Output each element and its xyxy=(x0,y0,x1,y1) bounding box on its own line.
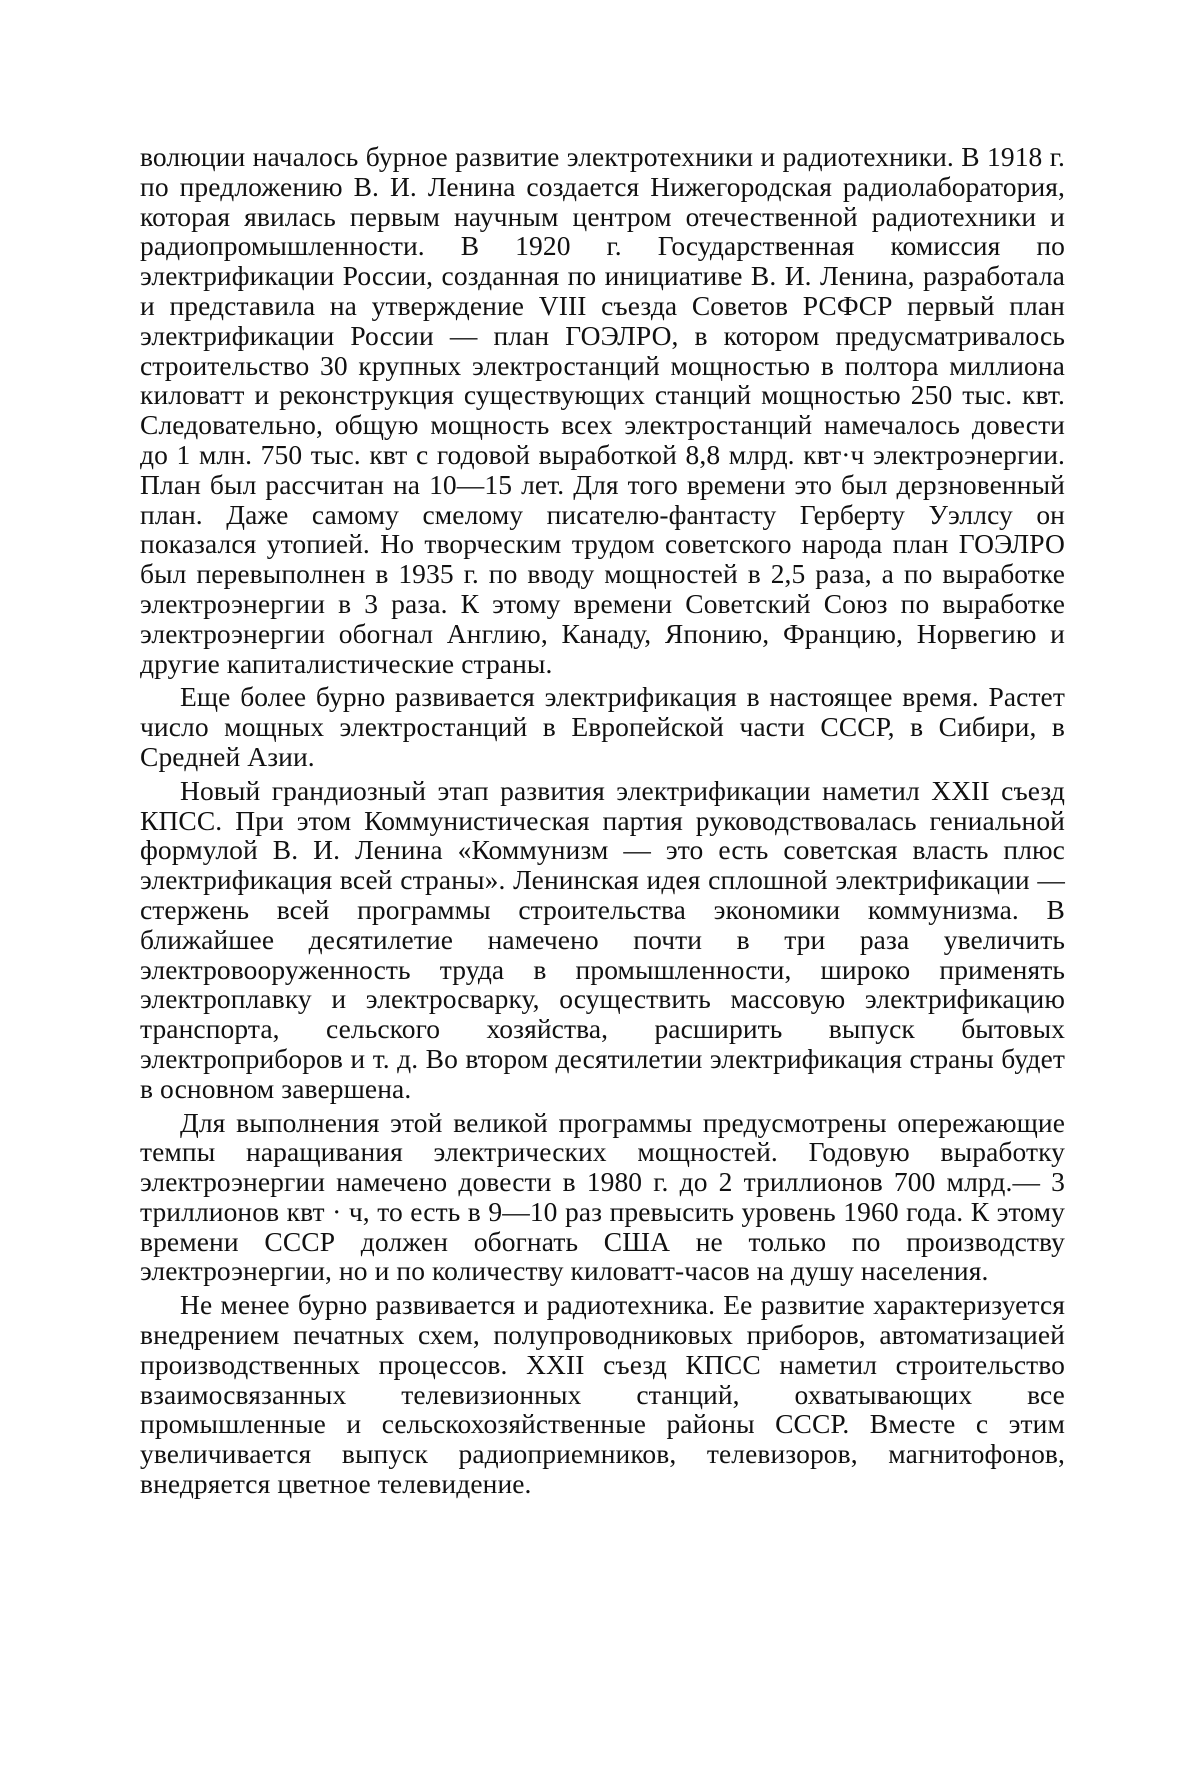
paragraph-5: Не менее бурно развивается и радиотехника. Ее развитие характеризуется внедрением печатных схем, полупроводниковых приборов, автоматизацией производственных процессов. XXII съезд КПСС наметил строительство взаимосвязанных телевизионных станций, охватывающих все промышленные и сельскохозяйственные районы СССР. Вместе с этим увеличивается выпуск радиоприемников, телевизоров, магнитофонов, внедряется цветное телевидение. xyxy=(140,1289,1065,1500)
paragraph-1: волюции началось бурное развитие электротехники и радиотехники. В 1918 г. по предложению В. И. Ленина создается Нижегородская радиолаборатория, которая явилась первым научным центром отечественной радиотехники и радиопромышленности. В 1920 г. Государственная комиссия по электрификации России, созданная по инициативе В. И. Ленина, разработала и представила на утверждение VIII съезда Советов РСФСР первый план электрификации России — план ГОЭЛРО, в котором предусматривалось строительство 30 крупных электростанций мощностью в полтора миллиона киловатт и реконструкция существующих станций мощностью 250 тыс. квт. Следовательно, общую мощность всех электростанций намечалось довести до 1 млн. 750 тыс. квт с годовой выработкой 8,8 млрд. квт·ч электроэнергии. План был рассчитан на 10—15 лет. Для того времени это был дерзновенный план. Даже самому смелому писателю-фантасту Герберту Уэллсу он показался утопией. Но творческим трудом советского народа план ГОЭЛРО был перевыполнен в 1935 г. по вводу мощностей в 2,5 раза, а по выработке электроэнергии в 3 раза. К этому времени Советский Союз по выработке электроэнергии обогнал Англию, Канаду, Японию, Францию, Норвегию и другие капиталистические страны. xyxy=(140,141,1065,679)
paragraph-3: Новый грандиозный этап развития электрификации наметил XXII съезд КПСС. При этом Коммунистическая партия руководствовалась гениальной формулой В. И. Ленина «Коммунизм — это есть советская власть плюс электрификация всей страны». Ленинская идея сплошной электрификации — стержень всей программы строительства экономики коммунизма. В ближайшее десятилетие намечено почти в три раза увеличить электровооруженность труда в промышленности, широко применять электроплавку и электросварку, осуществить массовую электрификацию транспорта, сельского хозяйства, расширить выпуск бытовых электроприборов и т. д. Во втором десятилетии электрификация страны будет в основном завершена. xyxy=(140,774,1065,1104)
paragraph-2: Еще более бурно развивается электрификация в настоящее время. Растет число мощных электростанций в Европейской части СССР, в Сибири, в Средней Азии. xyxy=(140,681,1065,772)
paragraph-4: Для выполнения этой великой программы предусмотрены опережающие темпы наращивания электрических мощностей. Годовую выработку электроэнергии намечено довести в 1980 г. до 2 триллионов 700 млрд.— 3 триллионов квт · ч, то есть в 9—10 раз превысить уровень 1960 года. К этому времени СССР должен обогнать США не только по производству электроэнергии, но и по количеству киловатт-часов на душу населения. xyxy=(140,1106,1065,1287)
body-text xyxy=(140,142,1065,1499)
